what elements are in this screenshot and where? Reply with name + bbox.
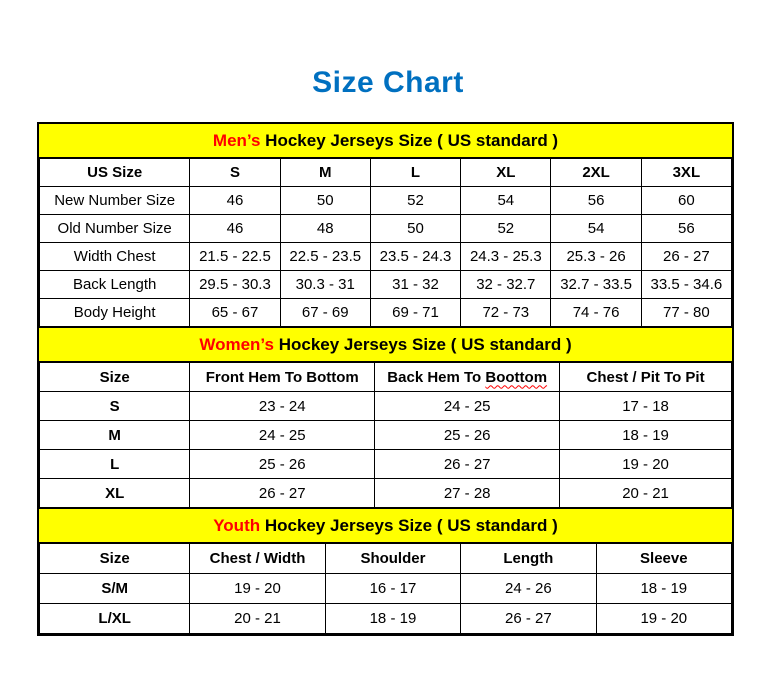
mens-row-label: Body Height (40, 299, 190, 327)
womens-column-header: Front Hem To Bottom (190, 363, 375, 392)
mens-table-cell: 32.7 - 33.5 (551, 271, 641, 299)
womens-table-cell: 19 - 20 (560, 450, 732, 479)
womens-row-label: L (40, 450, 190, 479)
youth-row-label: L/XL (40, 604, 190, 634)
youth-column-header: Chest / Width (190, 544, 325, 574)
youth-size-table (39, 543, 732, 634)
mens-table-cell: 32 - 32.7 (461, 271, 551, 299)
womens-table-cell: 17 - 18 (560, 392, 732, 421)
womens-header-row (40, 363, 732, 392)
size-chart-table (37, 122, 734, 636)
mens-table-cell: 29.5 - 30.3 (190, 271, 280, 299)
womens-table-cell: 20 - 21 (560, 479, 732, 508)
mens-table-cell: 52 (461, 215, 551, 243)
womens-table-row (40, 450, 732, 479)
youth-table-cell: 24 - 26 (461, 574, 596, 604)
mens-table-cell: 54 (461, 187, 551, 215)
mens-column-header: 3XL (641, 159, 731, 187)
womens-table-cell: 24 - 25 (375, 392, 560, 421)
youth-table-row (40, 604, 732, 634)
mens-header-row (40, 159, 732, 187)
mens-table-cell: 46 (190, 187, 280, 215)
mens-column-header: XL (461, 159, 551, 187)
mens-table-cell: 74 - 76 (551, 299, 641, 327)
mens-table-cell: 26 - 27 (641, 243, 731, 271)
misspelling-squiggle: Boottom (485, 368, 548, 386)
youth-table-row (40, 574, 732, 604)
mens-row-label: Old Number Size (40, 215, 190, 243)
mens-size-table (39, 158, 732, 327)
section-band-mens (39, 124, 732, 158)
womens-column-header: Size (40, 363, 190, 392)
mens-table-cell: 54 (551, 215, 641, 243)
mens-table-cell: 50 (280, 187, 370, 215)
youth-table-cell: 18 - 19 (325, 604, 460, 634)
mens-table-cell: 48 (280, 215, 370, 243)
band-highlight-mens: Men’s (212, 131, 261, 150)
womens-table-cell: 26 - 27 (190, 479, 375, 508)
womens-table-cell: 27 - 28 (375, 479, 560, 508)
page-title: Size Chart (312, 66, 464, 99)
mens-table-cell: 31 - 32 (370, 271, 460, 299)
womens-table-cell: 25 - 26 (375, 421, 560, 450)
mens-table-cell: 60 (641, 187, 731, 215)
mens-table-cell: 50 (370, 215, 460, 243)
youth-column-header: Size (40, 544, 190, 574)
youth-column-header: Shoulder (325, 544, 460, 574)
youth-table-cell: 18 - 19 (596, 574, 731, 604)
womens-table-cell: 23 - 24 (190, 392, 375, 421)
mens-table-cell: 56 (641, 215, 731, 243)
youth-table-cell: 26 - 27 (461, 604, 596, 634)
section-band-womens (39, 327, 732, 362)
mens-column-header: S (190, 159, 280, 187)
mens-table-cell: 65 - 67 (190, 299, 280, 327)
mens-table-row (40, 243, 732, 271)
mens-table-cell: 56 (551, 187, 641, 215)
womens-table-cell: 24 - 25 (190, 421, 375, 450)
womens-row-label: M (40, 421, 190, 450)
mens-table-cell: 30.3 - 31 (280, 271, 370, 299)
womens-table-cell: 25 - 26 (190, 450, 375, 479)
mens-row-label: New Number Size (40, 187, 190, 215)
mens-table-cell: 52 (370, 187, 460, 215)
mens-table-row (40, 271, 732, 299)
mens-table-cell: 25.3 - 26 (551, 243, 641, 271)
womens-row-label: XL (40, 479, 190, 508)
youth-table-cell: 19 - 20 (190, 574, 325, 604)
mens-row-label: Width Chest (40, 243, 190, 271)
youth-column-header: Sleeve (596, 544, 731, 574)
womens-table-row (40, 421, 732, 450)
mens-table-cell: 67 - 69 (280, 299, 370, 327)
womens-row-label: S (40, 392, 190, 421)
mens-table-cell: 24.3 - 25.3 (461, 243, 551, 271)
mens-table-cell: 77 - 80 (641, 299, 731, 327)
youth-row-label: S/M (40, 574, 190, 604)
mens-table-cell: 23.5 - 24.3 (370, 243, 460, 271)
mens-table-cell: 22.5 - 23.5 (280, 243, 370, 271)
youth-table-cell: 16 - 17 (325, 574, 460, 604)
mens-table-cell: 72 - 73 (461, 299, 551, 327)
mens-table-row (40, 187, 732, 215)
womens-table-row (40, 479, 732, 508)
mens-table-cell: 69 - 71 (370, 299, 460, 327)
band-highlight-youth: Youth (213, 516, 261, 535)
mens-column-header: 2XL (551, 159, 641, 187)
womens-table-row (40, 392, 732, 421)
womens-table-cell: 18 - 19 (560, 421, 732, 450)
mens-table-cell: 46 (190, 215, 280, 243)
mens-table-row (40, 299, 732, 327)
mens-table-row (40, 215, 732, 243)
youth-header-row (40, 544, 732, 574)
mens-row-label: Back Length (40, 271, 190, 299)
band-highlight-womens: Women’s (199, 335, 274, 354)
youth-column-header: Length (461, 544, 596, 574)
womens-column-header: Back Hem To Boottom (375, 363, 560, 392)
youth-table-cell: 19 - 20 (596, 604, 731, 634)
band-title-mens: Hockey Jerseys Size ( US standard ) (260, 131, 559, 150)
mens-column-header: US Size (40, 159, 190, 187)
mens-column-header: M (280, 159, 370, 187)
mens-table-cell: 21.5 - 22.5 (190, 243, 280, 271)
womens-size-table (39, 362, 732, 508)
section-band-youth (39, 508, 732, 543)
womens-table-cell: 26 - 27 (375, 450, 560, 479)
band-title-youth: Hockey Jerseys Size ( US standard ) (260, 516, 558, 535)
mens-column-header: L (370, 159, 460, 187)
youth-table-cell: 20 - 21 (190, 604, 325, 634)
mens-table-cell: 33.5 - 34.6 (641, 271, 731, 299)
womens-column-header: Chest / Pit To Pit (560, 363, 732, 392)
band-title-womens: Hockey Jerseys Size ( US standard ) (273, 335, 572, 354)
